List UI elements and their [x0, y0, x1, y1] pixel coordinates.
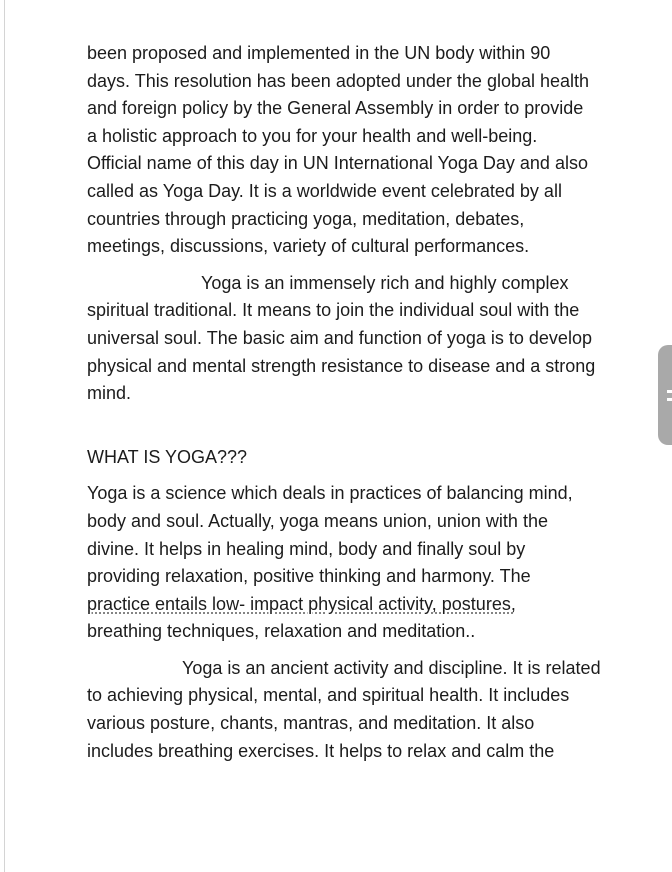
heading-what-is-yoga: WHAT IS YOGA???	[87, 446, 248, 467]
text-line: meetings, discussions, variety of cultural performances.	[87, 236, 530, 257]
text-line: body and soul. Actually, yoga means union, union with the	[87, 510, 548, 531]
text-line: and foreign policy by the General Assembly in order to provide	[87, 98, 584, 119]
text-line: Yoga is an immensely rich and highly complex	[201, 272, 569, 293]
side-panel-handle[interactable]	[658, 345, 672, 445]
paragraph-spacing	[87, 471, 637, 480]
text-line: a holistic approach to you for your health and well-being.	[87, 125, 538, 146]
text-line: to achieving physical, mental, and spiritual health. It includes	[87, 685, 570, 706]
handle-grip-icon	[667, 390, 672, 393]
paragraph-spacing	[87, 408, 637, 444]
text-line: various posture, chants, mantras, and meditation. It also	[87, 713, 535, 734]
section-heading	[87, 444, 637, 472]
handle-grip-icon	[667, 398, 672, 401]
page-left-border	[4, 0, 5, 872]
paragraph-yoga-science	[87, 480, 637, 646]
text-line: breathing techniques, relaxation and meditation..	[87, 621, 476, 642]
paragraph-spacing	[87, 261, 637, 270]
text-line: mind.	[87, 383, 132, 404]
paragraph-spacing	[87, 646, 637, 655]
text-line: spiritual traditional. It means to join the individual soul with the	[87, 300, 580, 321]
text-line: Yoga is a science which deals in practices of balancing mind,	[87, 483, 573, 504]
document-body	[87, 40, 637, 765]
text-line-flagged: practice entails low- impact physical activity, postures,	[87, 593, 516, 614]
text-line: called as Yoga Day. It is a worldwide event celebrated by all	[87, 180, 562, 201]
paragraph-yoga-ancient	[87, 655, 637, 765]
paragraph-yoga-tradition	[87, 270, 637, 408]
text-line: Yoga is an ancient activity and discipline. It is related	[182, 657, 601, 678]
text-line: universal soul. The basic aim and function of yoga is to develop	[87, 327, 592, 348]
text-line: Official name of this day in UN International Yoga Day and also	[87, 153, 588, 174]
text-line: days. This resolution has been adopted under the global health	[87, 70, 590, 91]
paragraph-un-yoga-day	[87, 40, 637, 261]
text-line: been proposed and implemented in the UN body within 90	[87, 43, 551, 63]
text-line: includes breathing exercises. It helps to relax and calm the	[87, 740, 555, 761]
text-line: providing relaxation, positive thinking and harmony. The	[87, 566, 531, 587]
text-line: physical and mental strength resistance to disease and a strong	[87, 355, 596, 376]
text-line: divine. It helps in healing mind, body and finally soul by	[87, 538, 526, 559]
text-line: countries through practicing yoga, meditation, debates,	[87, 208, 525, 229]
